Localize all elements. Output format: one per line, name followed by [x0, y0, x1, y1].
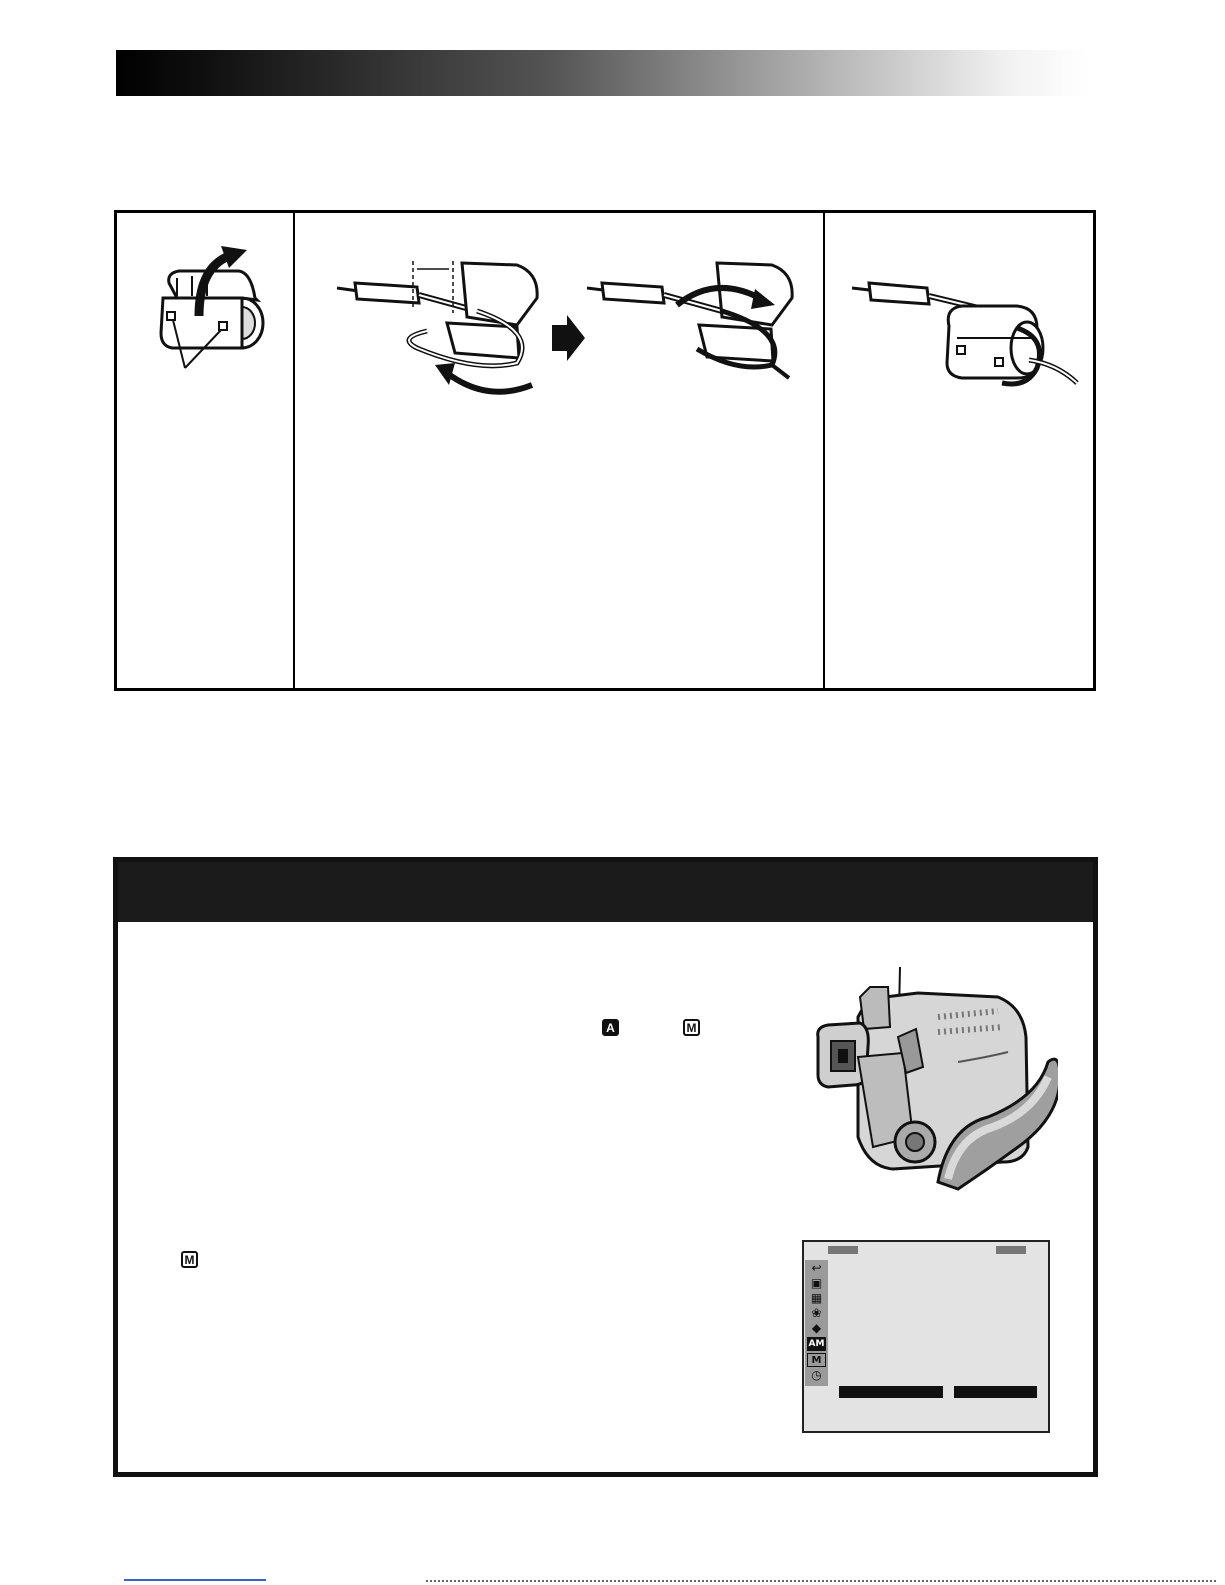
table-divider — [823, 213, 825, 688]
demo-mode-section — [113, 857, 1098, 1477]
footer-link[interactable] — [124, 1579, 266, 1581]
manual-icon: M — [807, 1353, 826, 1367]
table-divider — [293, 213, 295, 688]
manual-mode-icon: M — [683, 1019, 700, 1036]
auto-mode-icon: A — [602, 1019, 619, 1036]
lcd-highlight-bar — [954, 1386, 1037, 1398]
cable-winding-illustration — [327, 253, 807, 413]
system-icon: ▦ — [810, 1291, 823, 1305]
section-header-bar — [118, 862, 1093, 922]
camera-setup-icon: ▣ — [810, 1276, 823, 1290]
footer-rule — [426, 1580, 1216, 1582]
manual-mode-icon: M — [181, 1251, 198, 1268]
lcd-top-tab — [996, 1246, 1026, 1254]
lcd-top-tab — [828, 1246, 858, 1254]
ferrite-core-closed-illustration — [837, 268, 1087, 398]
wipe-fader-icon: ◆ — [811, 1321, 822, 1335]
camcorder-illustration — [798, 957, 1058, 1207]
lcd-menu-screen — [802, 1240, 1050, 1433]
return-icon: ↩ — [811, 1261, 822, 1275]
header-gradient-bar — [116, 50, 1088, 96]
ferrite-core-open-illustration — [147, 238, 277, 378]
lcd-menu-icon-column — [805, 1260, 828, 1386]
auto-manual-icon: AM — [808, 1339, 825, 1349]
ferrite-core-table — [114, 210, 1096, 691]
clock-icon: ◷ — [811, 1368, 822, 1382]
lcd-highlight-bar — [839, 1386, 943, 1398]
display-icon: ❀ — [811, 1306, 822, 1320]
